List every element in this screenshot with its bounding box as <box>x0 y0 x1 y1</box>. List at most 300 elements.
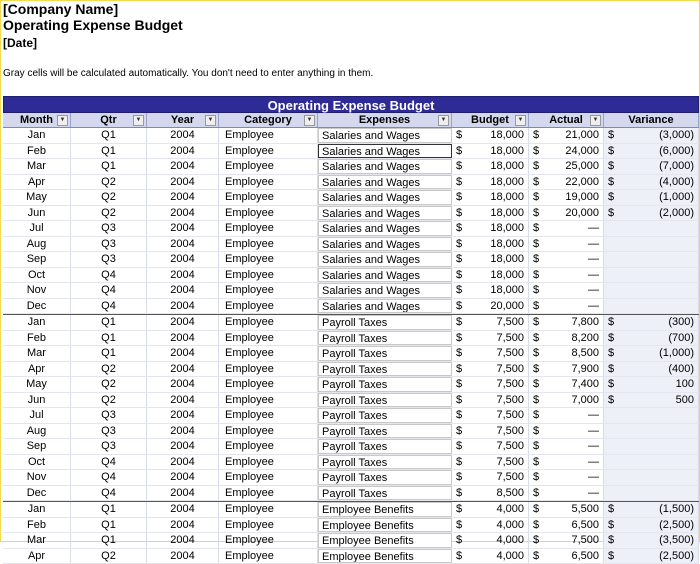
month-cell[interactable]: Aug <box>3 237 71 252</box>
month-cell[interactable]: Jan <box>3 502 71 517</box>
category-cell[interactable]: Employee <box>219 486 318 501</box>
currency-symbol: $ <box>533 424 539 439</box>
currency-symbol: $ <box>608 315 614 330</box>
budget-value: 18,000 <box>490 268 524 283</box>
category-cell[interactable]: Employee <box>219 502 318 517</box>
filter-dropdown-icon[interactable]: ▼ <box>515 115 526 126</box>
month-cell[interactable]: Oct <box>3 455 71 470</box>
budget-cell[interactable] <box>452 159 529 174</box>
year-cell[interactable]: 2004 <box>147 175 219 190</box>
variance-cell <box>604 159 699 174</box>
budget-value: 18,000 <box>490 175 524 190</box>
currency-symbol: $ <box>608 377 614 392</box>
month-cell[interactable]: Mar <box>3 159 71 174</box>
month-cell[interactable]: Dec <box>3 299 71 314</box>
qtr-cell[interactable]: Q1 <box>71 315 147 330</box>
expense-cell[interactable]: Payroll Taxes <box>318 393 452 408</box>
year-cell[interactable]: 2004 <box>147 315 219 330</box>
expense-cell[interactable]: Salaries and Wages <box>318 190 452 205</box>
month-cell[interactable]: Apr <box>3 175 71 190</box>
expense-table <box>3 96 699 564</box>
month-cell[interactable]: Dec <box>3 486 71 501</box>
year-cell[interactable]: 2004 <box>147 455 219 470</box>
variance-cell <box>604 331 699 346</box>
budget-cell[interactable] <box>452 283 529 298</box>
qtr-cell[interactable]: Q2 <box>71 206 147 221</box>
qtr-cell[interactable]: Q1 <box>71 144 147 159</box>
qtr-cell[interactable]: Q1 <box>71 346 147 361</box>
budget-value: 7,500 <box>496 346 524 361</box>
year-cell[interactable]: 2004 <box>147 299 219 314</box>
month-cell[interactable]: Jun <box>3 206 71 221</box>
actual-cell[interactable] <box>529 206 604 221</box>
actual-cell[interactable] <box>529 175 604 190</box>
actual-cell[interactable] <box>529 408 604 423</box>
budget-cell[interactable] <box>452 190 529 205</box>
category-cell[interactable]: Employee <box>219 377 318 392</box>
year-cell[interactable]: 2004 <box>147 221 219 236</box>
company-name[interactable]: [Company Name] <box>3 1 118 17</box>
actual-value: 19,000 <box>565 190 599 205</box>
expense-cell[interactable]: Employee Benefits <box>318 518 452 533</box>
variance-value: 500 <box>676 393 694 408</box>
category-cell[interactable]: Employee <box>219 299 318 314</box>
qtr-cell[interactable]: Q4 <box>71 283 147 298</box>
year-cell[interactable]: 2004 <box>147 346 219 361</box>
year-cell[interactable]: 2004 <box>147 190 219 205</box>
filter-dropdown-icon[interactable]: ▼ <box>304 115 315 126</box>
currency-symbol: $ <box>456 439 462 454</box>
actual-value: 7,400 <box>571 377 599 392</box>
budget-value: 18,000 <box>490 128 524 143</box>
category-cell[interactable]: Employee <box>219 128 318 143</box>
actual-cell[interactable] <box>529 268 604 283</box>
column-header-month[interactable] <box>3 113 71 127</box>
year-cell[interactable]: 2004 <box>147 408 219 423</box>
actual-cell[interactable] <box>529 424 604 439</box>
actual-cell[interactable] <box>529 549 604 564</box>
category-cell[interactable]: Employee <box>219 346 318 361</box>
category-cell[interactable]: Employee <box>219 268 318 283</box>
budget-cell[interactable] <box>452 237 529 252</box>
column-header-budget[interactable] <box>452 113 529 127</box>
qtr-cell[interactable]: Q2 <box>71 549 147 564</box>
actual-cell[interactable] <box>529 190 604 205</box>
actual-value: 21,000 <box>565 128 599 143</box>
year-cell[interactable]: 2004 <box>147 549 219 564</box>
currency-symbol: $ <box>456 237 462 252</box>
budget-cell[interactable] <box>452 362 529 377</box>
category-cell[interactable]: Employee <box>219 237 318 252</box>
filter-dropdown-icon[interactable]: ▼ <box>590 115 601 126</box>
variance-cell <box>604 206 699 221</box>
category-cell[interactable]: Employee <box>219 362 318 377</box>
actual-value: 5,500 <box>571 502 599 517</box>
category-cell[interactable]: Employee <box>219 533 318 548</box>
table-row <box>3 549 699 564</box>
budget-value: 7,500 <box>496 315 524 330</box>
variance-value: (2,000) <box>659 206 694 221</box>
currency-symbol: $ <box>456 331 462 346</box>
qtr-cell[interactable]: Q3 <box>71 424 147 439</box>
currency-symbol: $ <box>456 299 462 314</box>
budget-cell[interactable] <box>452 144 529 159</box>
budget-cell[interactable] <box>452 331 529 346</box>
category-cell[interactable]: Employee <box>219 315 318 330</box>
currency-symbol: $ <box>533 175 539 190</box>
month-cell[interactable]: Jan <box>3 315 71 330</box>
currency-symbol: $ <box>533 128 539 143</box>
category-cell[interactable]: Employee <box>219 252 318 267</box>
month-cell[interactable]: Jul <box>3 221 71 236</box>
qtr-cell[interactable]: Q4 <box>71 470 147 485</box>
actual-cell[interactable] <box>529 144 604 159</box>
table-row <box>3 362 699 378</box>
currency-symbol: $ <box>456 175 462 190</box>
budget-cell[interactable] <box>452 252 529 267</box>
actual-cell[interactable] <box>529 362 604 377</box>
category-cell[interactable]: Employee <box>219 206 318 221</box>
qtr-cell[interactable]: Q4 <box>71 455 147 470</box>
column-label: Variance <box>628 114 673 126</box>
variance-cell <box>604 362 699 377</box>
budget-cell[interactable] <box>452 315 529 330</box>
actual-value: — <box>588 424 599 439</box>
qtr-cell[interactable]: Q1 <box>71 533 147 548</box>
month-cell[interactable]: Sep <box>3 439 71 454</box>
budget-cell[interactable] <box>452 439 529 454</box>
variance-value: (700) <box>668 331 694 346</box>
month-cell[interactable]: Jun <box>3 393 71 408</box>
expense-cell[interactable]: Salaries and Wages <box>318 283 452 298</box>
actual-cell[interactable] <box>529 315 604 330</box>
expense-cell[interactable]: Salaries and Wages <box>318 175 452 190</box>
currency-symbol: $ <box>533 144 539 159</box>
currency-symbol: $ <box>456 518 462 533</box>
budget-cell[interactable] <box>452 533 529 548</box>
category-cell[interactable]: Employee <box>219 283 318 298</box>
year-cell[interactable]: 2004 <box>147 128 219 143</box>
year-cell[interactable]: 2004 <box>147 159 219 174</box>
year-cell[interactable]: 2004 <box>147 237 219 252</box>
month-cell[interactable]: Nov <box>3 470 71 485</box>
table-banner: Operating Expense Budget <box>3 96 699 113</box>
column-header-year[interactable] <box>147 113 219 127</box>
expense-cell[interactable]: Employee Benefits <box>318 549 452 564</box>
expense-cell[interactable]: Employee Benefits <box>318 502 452 517</box>
year-cell[interactable]: 2004 <box>147 502 219 517</box>
month-cell[interactable]: Sep <box>3 252 71 267</box>
variance-cell <box>604 533 699 548</box>
table-row <box>3 439 699 455</box>
actual-cell[interactable] <box>529 502 604 517</box>
year-cell[interactable]: 2004 <box>147 424 219 439</box>
actual-value: 7,800 <box>571 315 599 330</box>
month-cell[interactable]: Feb <box>3 144 71 159</box>
qtr-cell[interactable]: Q4 <box>71 486 147 501</box>
actual-value: 6,500 <box>571 518 599 533</box>
currency-symbol: $ <box>608 159 614 174</box>
budget-cell[interactable] <box>452 128 529 143</box>
month-cell[interactable]: May <box>3 190 71 205</box>
variance-cell <box>604 221 699 236</box>
month-cell[interactable]: May <box>3 377 71 392</box>
actual-cell[interactable] <box>529 377 604 392</box>
category-cell[interactable]: Employee <box>219 549 318 564</box>
variance-value: (300) <box>668 315 694 330</box>
actual-cell[interactable] <box>529 486 604 501</box>
budget-cell[interactable] <box>452 268 529 283</box>
qtr-cell[interactable]: Q2 <box>71 377 147 392</box>
qtr-cell[interactable]: Q1 <box>71 159 147 174</box>
month-cell[interactable]: Nov <box>3 283 71 298</box>
table-row <box>3 501 699 518</box>
variance-cell <box>604 377 699 392</box>
actual-value: — <box>588 299 599 314</box>
budget-cell[interactable] <box>452 518 529 533</box>
table-row <box>3 206 699 222</box>
qtr-cell[interactable]: Q1 <box>71 518 147 533</box>
actual-cell[interactable] <box>529 331 604 346</box>
actual-cell[interactable] <box>529 252 604 267</box>
currency-symbol: $ <box>456 206 462 221</box>
actual-cell[interactable] <box>529 346 604 361</box>
month-cell[interactable]: Oct <box>3 268 71 283</box>
expense-cell[interactable]: Salaries and Wages <box>318 128 452 143</box>
budget-cell[interactable] <box>452 346 529 361</box>
actual-cell[interactable] <box>529 159 604 174</box>
filter-dropdown-icon[interactable]: ▼ <box>133 115 144 126</box>
year-cell[interactable]: 2004 <box>147 268 219 283</box>
currency-symbol: $ <box>456 549 462 564</box>
qtr-cell[interactable]: Q3 <box>71 408 147 423</box>
expense-cell[interactable]: Salaries and Wages <box>318 206 452 221</box>
currency-symbol: $ <box>533 315 539 330</box>
budget-cell[interactable] <box>452 502 529 517</box>
currency-symbol: $ <box>608 175 614 190</box>
actual-value: — <box>588 486 599 501</box>
year-cell[interactable]: 2004 <box>147 144 219 159</box>
table-row <box>3 470 699 486</box>
year-cell[interactable]: 2004 <box>147 518 219 533</box>
budget-cell[interactable] <box>452 486 529 501</box>
budget-value: 7,500 <box>496 362 524 377</box>
actual-value: — <box>588 221 599 236</box>
budget-value: 7,500 <box>496 439 524 454</box>
actual-value: 7,000 <box>571 393 599 408</box>
category-cell[interactable]: Employee <box>219 331 318 346</box>
qtr-cell[interactable]: Q3 <box>71 221 147 236</box>
expense-cell[interactable]: Payroll Taxes <box>318 439 452 454</box>
currency-symbol: $ <box>608 362 614 377</box>
month-cell[interactable]: Feb <box>3 331 71 346</box>
filter-dropdown-icon[interactable]: ▼ <box>57 115 68 126</box>
qtr-cell[interactable]: Q1 <box>71 502 147 517</box>
variance-cell <box>604 408 699 423</box>
table-row <box>3 283 699 299</box>
qtr-cell[interactable]: Q1 <box>71 331 147 346</box>
date-cell[interactable]: [Date] <box>3 36 37 50</box>
table-row <box>3 424 699 440</box>
qtr-cell[interactable]: Q3 <box>71 252 147 267</box>
actual-cell[interactable] <box>529 533 604 548</box>
variance-cell <box>604 315 699 330</box>
expense-cell[interactable]: Salaries and Wages <box>318 299 452 314</box>
budget-cell[interactable] <box>452 424 529 439</box>
budget-cell[interactable] <box>452 549 529 564</box>
expense-cell[interactable]: Payroll Taxes <box>318 315 452 330</box>
column-label: Budget <box>471 114 509 126</box>
column-label: Year <box>171 114 194 126</box>
category-cell[interactable]: Employee <box>219 408 318 423</box>
column-header-expenses[interactable] <box>318 113 452 127</box>
year-cell[interactable]: 2004 <box>147 377 219 392</box>
budget-cell[interactable] <box>452 377 529 392</box>
actual-cell[interactable] <box>529 221 604 236</box>
expense-cell[interactable]: Payroll Taxes <box>318 424 452 439</box>
qtr-cell[interactable]: Q3 <box>71 237 147 252</box>
budget-value: 7,500 <box>496 455 524 470</box>
sheet-title[interactable]: Operating Expense Budget <box>3 17 183 33</box>
category-cell[interactable]: Employee <box>219 221 318 236</box>
expense-cell[interactable]: Salaries and Wages <box>318 144 452 159</box>
actual-value: 7,500 <box>571 533 599 548</box>
expense-cell[interactable]: Payroll Taxes <box>318 331 452 346</box>
currency-symbol: $ <box>533 549 539 564</box>
filter-dropdown-icon[interactable]: ▼ <box>438 115 449 126</box>
category-cell[interactable]: Employee <box>219 518 318 533</box>
qtr-cell[interactable]: Q2 <box>71 393 147 408</box>
year-cell[interactable]: 2004 <box>147 206 219 221</box>
budget-cell[interactable] <box>452 206 529 221</box>
currency-symbol: $ <box>533 439 539 454</box>
currency-symbol: $ <box>533 221 539 236</box>
actual-cell[interactable] <box>529 518 604 533</box>
month-cell[interactable]: Jul <box>3 408 71 423</box>
year-cell[interactable]: 2004 <box>147 362 219 377</box>
expense-cell[interactable]: Employee Benefits <box>318 533 452 548</box>
qtr-cell[interactable]: Q2 <box>71 362 147 377</box>
budget-cell[interactable] <box>452 470 529 485</box>
expense-cell[interactable]: Payroll Taxes <box>318 455 452 470</box>
variance-cell <box>604 237 699 252</box>
category-cell[interactable]: Employee <box>219 439 318 454</box>
table-row <box>3 518 699 534</box>
actual-value: — <box>588 408 599 423</box>
actual-cell[interactable] <box>529 455 604 470</box>
actual-cell[interactable] <box>529 470 604 485</box>
category-cell[interactable]: Employee <box>219 470 318 485</box>
filter-dropdown-icon[interactable]: ▼ <box>205 115 216 126</box>
month-cell[interactable]: Mar <box>3 533 71 548</box>
qtr-cell[interactable]: Q1 <box>71 128 147 143</box>
month-cell[interactable]: Aug <box>3 424 71 439</box>
expense-cell[interactable]: Payroll Taxes <box>318 470 452 485</box>
expense-cell[interactable]: Salaries and Wages <box>318 252 452 267</box>
category-cell[interactable]: Employee <box>219 424 318 439</box>
column-header-variance[interactable] <box>604 113 699 127</box>
category-cell[interactable]: Employee <box>219 144 318 159</box>
actual-cell[interactable] <box>529 237 604 252</box>
column-header-qtr[interactable] <box>71 113 147 127</box>
budget-value: 18,000 <box>490 159 524 174</box>
qtr-cell[interactable]: Q2 <box>71 190 147 205</box>
qtr-cell[interactable]: Q3 <box>71 439 147 454</box>
currency-symbol: $ <box>456 362 462 377</box>
year-cell[interactable]: 2004 <box>147 252 219 267</box>
budget-value: 18,000 <box>490 252 524 267</box>
expense-cell[interactable]: Salaries and Wages <box>318 268 452 283</box>
currency-symbol: $ <box>533 502 539 517</box>
month-cell[interactable]: Apr <box>3 362 71 377</box>
year-cell[interactable]: 2004 <box>147 439 219 454</box>
actual-cell[interactable] <box>529 283 604 298</box>
budget-cell[interactable] <box>452 408 529 423</box>
column-header-category[interactable] <box>219 113 318 127</box>
month-cell[interactable]: Apr <box>3 549 71 564</box>
category-cell[interactable]: Employee <box>219 175 318 190</box>
qtr-cell[interactable]: Q2 <box>71 175 147 190</box>
year-cell[interactable]: 2004 <box>147 470 219 485</box>
year-cell[interactable]: 2004 <box>147 533 219 548</box>
actual-value: — <box>588 237 599 252</box>
table-row <box>3 314 699 331</box>
budget-cell[interactable] <box>452 455 529 470</box>
variance-value: 100 <box>676 377 694 392</box>
currency-symbol: $ <box>608 393 614 408</box>
year-cell[interactable]: 2004 <box>147 486 219 501</box>
qtr-cell[interactable]: Q4 <box>71 299 147 314</box>
month-cell[interactable]: Mar <box>3 346 71 361</box>
expense-cell[interactable]: Payroll Taxes <box>318 346 452 361</box>
expense-cell[interactable]: Payroll Taxes <box>318 486 452 501</box>
qtr-cell[interactable]: Q4 <box>71 268 147 283</box>
month-cell[interactable]: Feb <box>3 518 71 533</box>
actual-value: 7,900 <box>571 362 599 377</box>
category-cell[interactable]: Employee <box>219 190 318 205</box>
variance-value: (3,000) <box>659 128 694 143</box>
actual-cell[interactable] <box>529 299 604 314</box>
column-header-actual[interactable] <box>529 113 604 127</box>
year-cell[interactable]: 2004 <box>147 331 219 346</box>
actual-value: 6,500 <box>571 549 599 564</box>
actual-cell[interactable] <box>529 439 604 454</box>
expense-cell[interactable]: Salaries and Wages <box>318 237 452 252</box>
budget-cell[interactable] <box>452 175 529 190</box>
budget-cell[interactable] <box>452 393 529 408</box>
actual-cell[interactable] <box>529 128 604 143</box>
variance-cell <box>604 393 699 408</box>
currency-symbol: $ <box>533 486 539 501</box>
year-cell[interactable]: 2004 <box>147 393 219 408</box>
category-cell[interactable]: Employee <box>219 393 318 408</box>
expense-cell[interactable]: Payroll Taxes <box>318 408 452 423</box>
category-cell[interactable]: Employee <box>219 455 318 470</box>
expense-cell[interactable]: Salaries and Wages <box>318 159 452 174</box>
expense-cell[interactable]: Salaries and Wages <box>318 221 452 236</box>
budget-cell[interactable] <box>452 299 529 314</box>
expense-cell[interactable]: Payroll Taxes <box>318 362 452 377</box>
budget-value: 18,000 <box>490 144 524 159</box>
budget-cell[interactable] <box>452 221 529 236</box>
expense-cell[interactable]: Payroll Taxes <box>318 377 452 392</box>
currency-symbol: $ <box>456 408 462 423</box>
year-cell[interactable]: 2004 <box>147 283 219 298</box>
category-cell[interactable]: Employee <box>219 159 318 174</box>
currency-symbol: $ <box>533 268 539 283</box>
actual-cell[interactable] <box>529 393 604 408</box>
month-cell[interactable]: Jan <box>3 128 71 143</box>
